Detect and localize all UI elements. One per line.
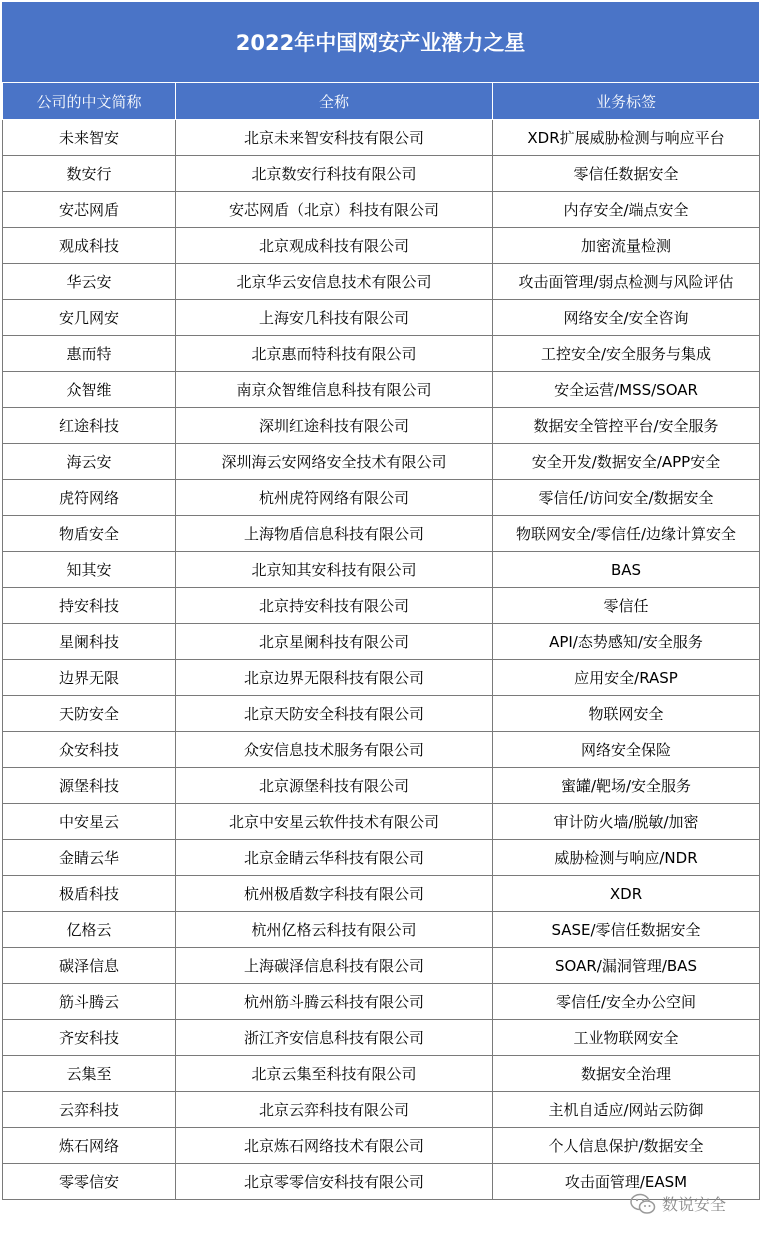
cell-full-name: 南京众智维信息科技有限公司 [176, 372, 493, 408]
cell-full-name: 上海物盾信息科技有限公司 [176, 516, 493, 552]
cell-full-name: 众安信息技术服务有限公司 [176, 732, 493, 768]
cell-business-tags: 威胁检测与响应/NDR [493, 840, 760, 876]
cell-full-name: 北京未来智安科技有限公司 [176, 120, 493, 156]
cell-short-name: 安几网安 [3, 300, 176, 336]
cell-business-tags: 数据安全治理 [493, 1056, 760, 1092]
cell-business-tags: 网络安全/安全咨询 [493, 300, 760, 336]
cell-short-name: 持安科技 [3, 588, 176, 624]
cell-full-name: 安芯网盾（北京）科技有限公司 [176, 192, 493, 228]
cell-business-tags: 安全运营/MSS/SOAR [493, 372, 760, 408]
cell-full-name: 北京知其安科技有限公司 [176, 552, 493, 588]
table-row [3, 264, 760, 300]
cell-short-name: 星阑科技 [3, 624, 176, 660]
cell-full-name: 北京炼石网络技术有限公司 [176, 1128, 493, 1164]
table-row [3, 480, 760, 516]
cell-full-name: 北京零零信安科技有限公司 [176, 1164, 493, 1200]
cell-short-name: 虎符网络 [3, 480, 176, 516]
cell-short-name: 知其安 [3, 552, 176, 588]
cell-full-name: 浙江齐安信息科技有限公司 [176, 1020, 493, 1056]
cell-short-name: 齐安科技 [3, 1020, 176, 1056]
table-row [3, 336, 760, 372]
cell-short-name: 众智维 [3, 372, 176, 408]
cell-full-name: 杭州极盾数字科技有限公司 [176, 876, 493, 912]
cell-full-name: 北京观成科技有限公司 [176, 228, 493, 264]
cell-full-name: 上海碳泽信息科技有限公司 [176, 948, 493, 984]
cell-business-tags: 加密流量检测 [493, 228, 760, 264]
table-row [3, 1128, 760, 1164]
watermark-text: 数说安全 [662, 1195, 727, 1214]
cell-short-name: 筋斗腾云 [3, 984, 176, 1020]
table-row [3, 588, 760, 624]
header-short-name: 公司的中文简称 [3, 83, 176, 120]
cell-full-name: 北京金睛云华科技有限公司 [176, 840, 493, 876]
table-row [3, 984, 760, 1020]
table-row [3, 552, 760, 588]
cell-full-name: 北京云集至科技有限公司 [176, 1056, 493, 1092]
table-row [3, 732, 760, 768]
cell-business-tags: 网络安全保险 [493, 732, 760, 768]
cell-business-tags: 物联网安全/零信任/边缘计算安全 [493, 516, 760, 552]
cell-short-name: 物盾安全 [3, 516, 176, 552]
table-row [3, 948, 760, 984]
cell-short-name: 惠而特 [3, 336, 176, 372]
header-full-name: 全称 [176, 83, 493, 120]
cell-business-tags: 零信任 [493, 588, 760, 624]
cell-business-tags: BAS [493, 552, 760, 588]
cell-short-name: 亿格云 [3, 912, 176, 948]
cell-business-tags: SOAR/漏洞管理/BAS [493, 948, 760, 984]
table-row [3, 624, 760, 660]
table-row [3, 156, 760, 192]
cell-short-name: 华云安 [3, 264, 176, 300]
cell-short-name: 未来智安 [3, 120, 176, 156]
cell-full-name: 北京云弈科技有限公司 [176, 1092, 493, 1128]
page-title: 2022年中国网安产业潜力之星 [2, 2, 759, 82]
cell-business-tags: 物联网安全 [493, 696, 760, 732]
table-row [3, 444, 760, 480]
table-row [3, 372, 760, 408]
cell-business-tags: SASE/零信任数据安全 [493, 912, 760, 948]
cell-business-tags: 审计防火墙/脱敏/加密 [493, 804, 760, 840]
cell-business-tags: 数据安全管控平台/安全服务 [493, 408, 760, 444]
cell-short-name: 红途科技 [3, 408, 176, 444]
cell-full-name: 杭州亿格云科技有限公司 [176, 912, 493, 948]
table-row [3, 1056, 760, 1092]
cell-business-tags: 蜜罐/靶场/安全服务 [493, 768, 760, 804]
cell-full-name: 深圳红途科技有限公司 [176, 408, 493, 444]
cell-short-name: 中安星云 [3, 804, 176, 840]
cell-short-name: 安芯网盾 [3, 192, 176, 228]
cell-business-tags: 内存安全/端点安全 [493, 192, 760, 228]
cell-full-name: 杭州筋斗腾云科技有限公司 [176, 984, 493, 1020]
cell-short-name: 数安行 [3, 156, 176, 192]
cell-business-tags: 主机自适应/网站云防御 [493, 1092, 760, 1128]
table-row [3, 1092, 760, 1128]
table-body [3, 120, 760, 1200]
cell-business-tags: XDR [493, 876, 760, 912]
table-row [3, 912, 760, 948]
table-row [3, 408, 760, 444]
table-row [3, 120, 760, 156]
cell-business-tags: 工业物联网安全 [493, 1020, 760, 1056]
cell-business-tags: 零信任数据安全 [493, 156, 760, 192]
cell-short-name: 众安科技 [3, 732, 176, 768]
table-row [3, 660, 760, 696]
cell-business-tags: API/态势感知/安全服务 [493, 624, 760, 660]
cell-business-tags: 攻击面管理/弱点检测与风险评估 [493, 264, 760, 300]
cell-full-name: 北京惠而特科技有限公司 [176, 336, 493, 372]
cell-full-name: 北京源堡科技有限公司 [176, 768, 493, 804]
cell-short-name: 云弈科技 [3, 1092, 176, 1128]
cell-short-name: 天防安全 [3, 696, 176, 732]
cell-full-name: 北京星阑科技有限公司 [176, 624, 493, 660]
cell-business-tags: 工控安全/安全服务与集成 [493, 336, 760, 372]
table-header-row [3, 83, 760, 120]
table-row [3, 192, 760, 228]
cell-business-tags: XDR扩展威胁检测与响应平台 [493, 120, 760, 156]
watermark [630, 1192, 726, 1215]
cell-business-tags: 零信任/安全办公空间 [493, 984, 760, 1020]
table-row [3, 300, 760, 336]
cell-short-name: 碳泽信息 [3, 948, 176, 984]
cell-short-name: 观成科技 [3, 228, 176, 264]
cell-short-name: 金睛云华 [3, 840, 176, 876]
cell-short-name: 炼石网络 [3, 1128, 176, 1164]
table-row [3, 768, 760, 804]
header-business-tags: 业务标签 [493, 83, 760, 120]
cell-short-name: 极盾科技 [3, 876, 176, 912]
cell-short-name: 边界无限 [3, 660, 176, 696]
cell-full-name: 深圳海云安网络安全技术有限公司 [176, 444, 493, 480]
cell-business-tags: 攻击面管理/EASM [493, 1164, 760, 1200]
cell-full-name: 北京持安科技有限公司 [176, 588, 493, 624]
table-row [3, 696, 760, 732]
cell-business-tags: 零信任/访问安全/数据安全 [493, 480, 760, 516]
cell-business-tags: 个人信息保护/数据安全 [493, 1128, 760, 1164]
table-row [3, 804, 760, 840]
cell-full-name: 北京天防安全科技有限公司 [176, 696, 493, 732]
cell-business-tags: 应用安全/RASP [493, 660, 760, 696]
wechat-logo-icon [630, 1193, 656, 1215]
cell-short-name: 海云安 [3, 444, 176, 480]
table-row [3, 840, 760, 876]
cell-full-name: 杭州虎符网络有限公司 [176, 480, 493, 516]
table-row [3, 1020, 760, 1056]
cell-short-name: 云集至 [3, 1056, 176, 1092]
table-row [3, 876, 760, 912]
cell-short-name: 零零信安 [3, 1164, 176, 1200]
cell-full-name: 北京边界无限科技有限公司 [176, 660, 493, 696]
cell-short-name: 源堡科技 [3, 768, 176, 804]
companies-table [2, 82, 760, 1200]
cell-full-name: 北京华云安信息技术有限公司 [176, 264, 493, 300]
table-row [3, 228, 760, 264]
table-row [3, 516, 760, 552]
cell-business-tags: 安全开发/数据安全/APP安全 [493, 444, 760, 480]
cell-full-name: 北京数安行科技有限公司 [176, 156, 493, 192]
cell-full-name: 北京中安星云软件技术有限公司 [176, 804, 493, 840]
cell-full-name: 上海安几科技有限公司 [176, 300, 493, 336]
